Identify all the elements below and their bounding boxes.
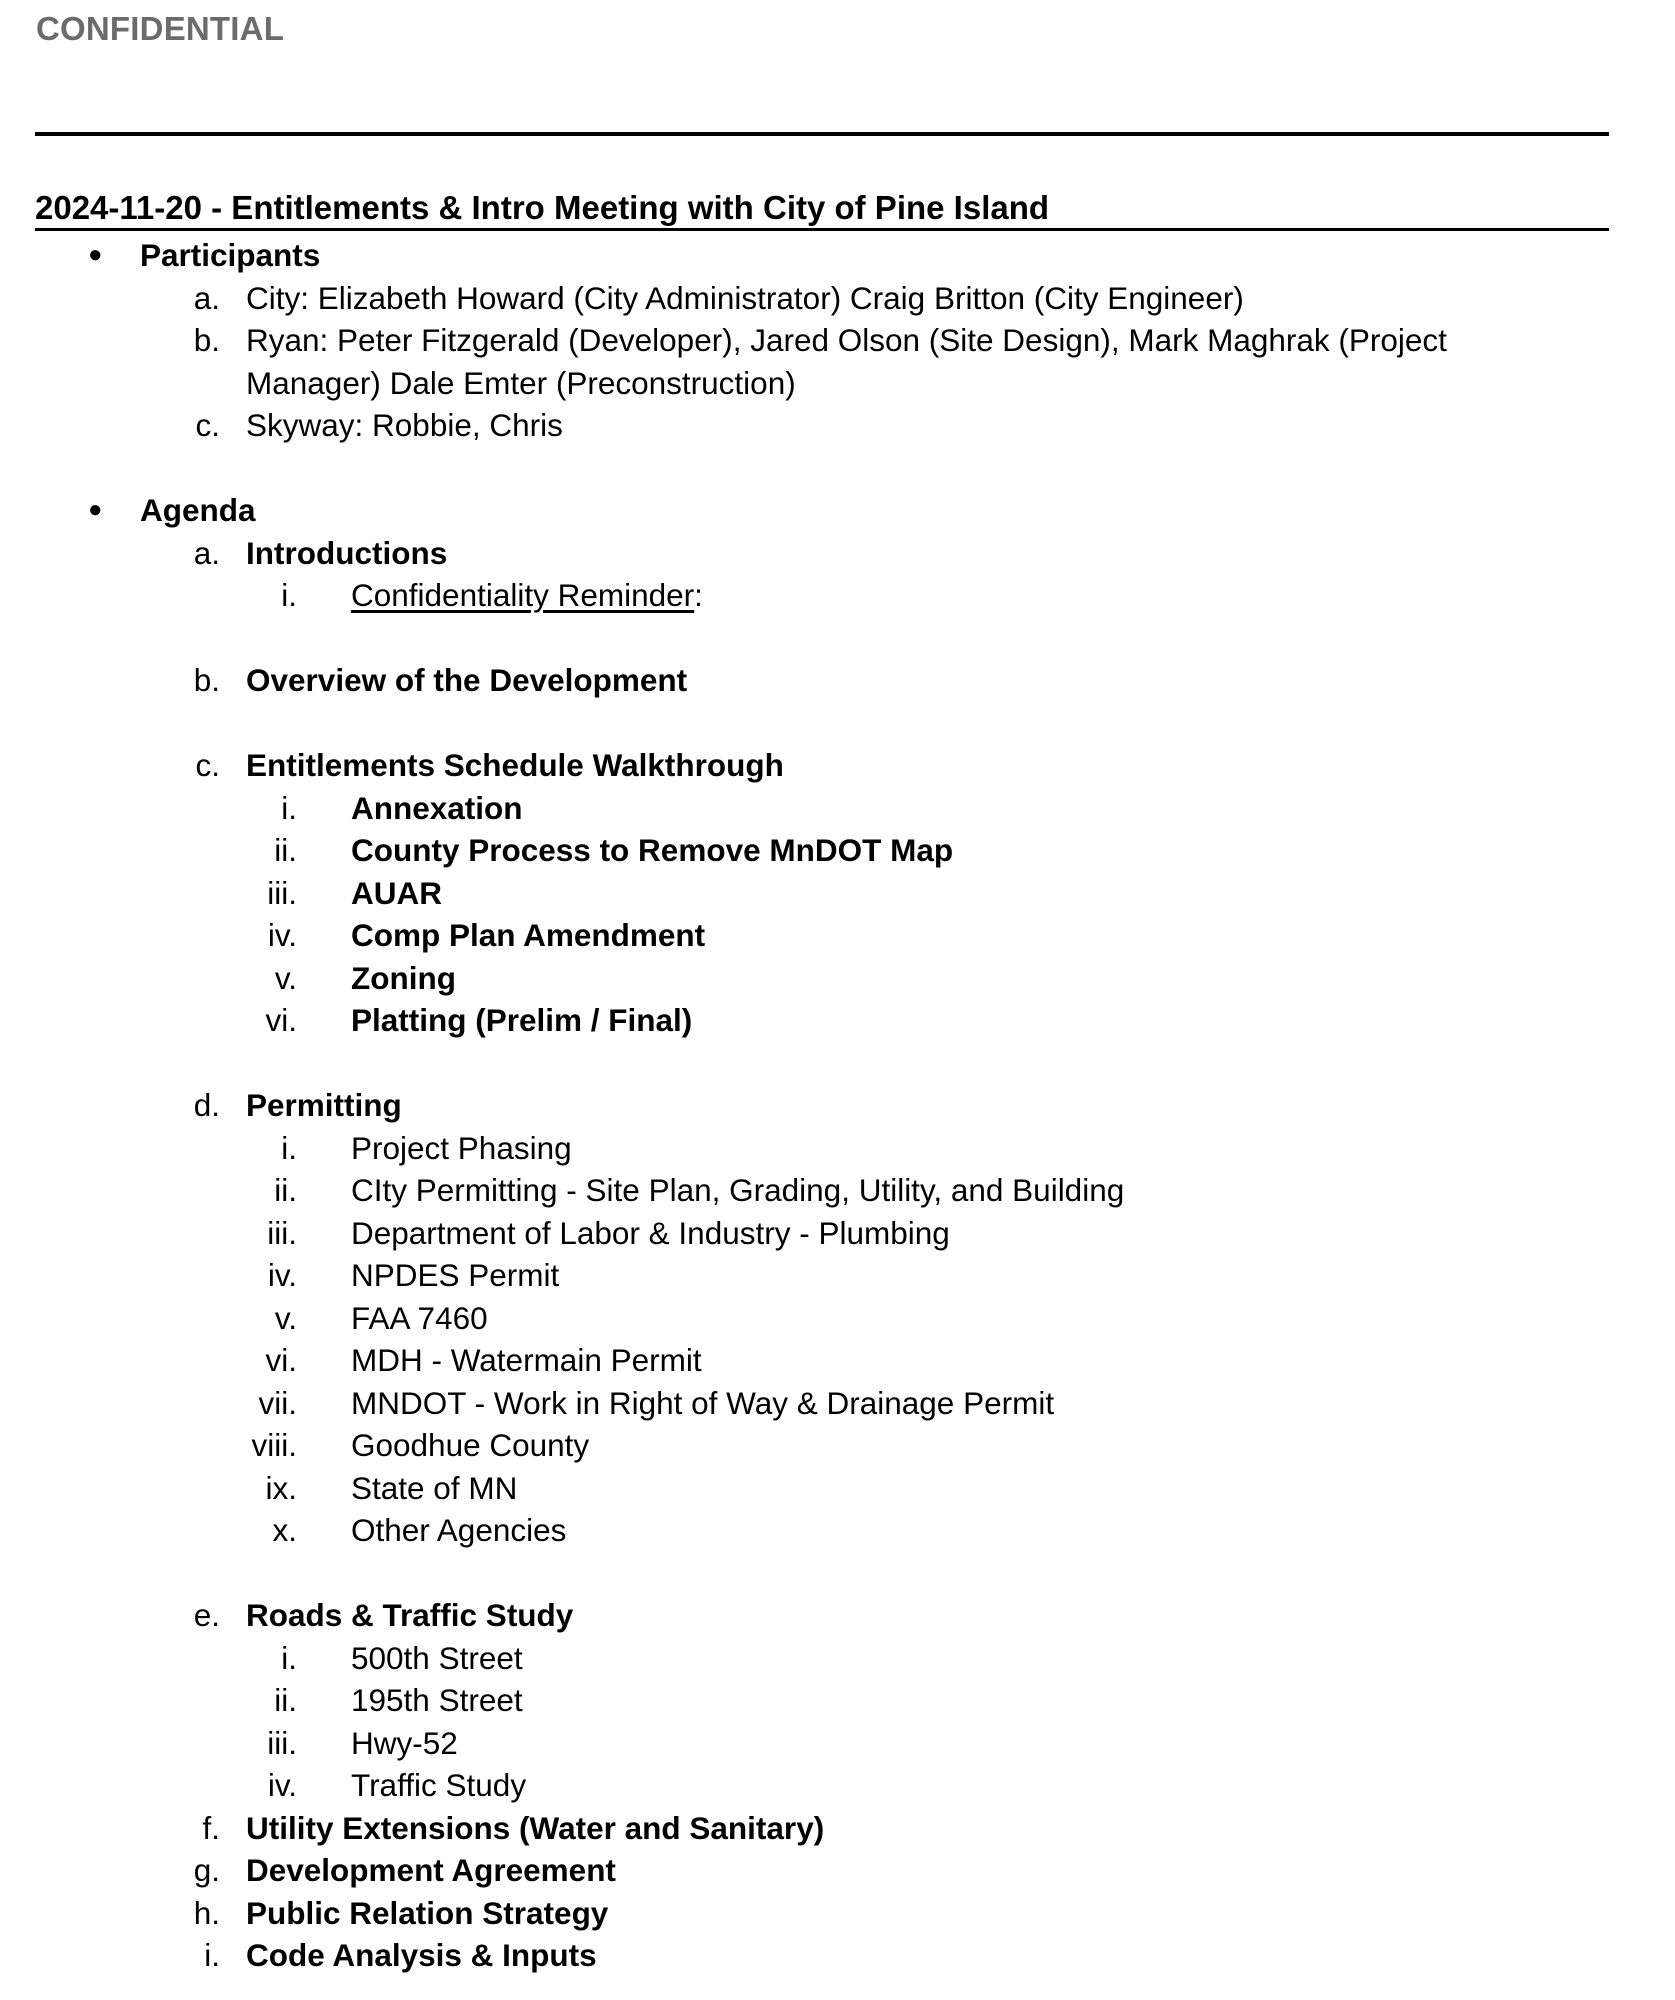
- agenda-section-b-text: Overview of the Development: [246, 662, 688, 698]
- agenda-subitem: [0, 1169, 1675, 1211]
- agenda-section-a: [0, 532, 1675, 574]
- agenda-section-g-text: Development Agreement: [246, 1852, 616, 1888]
- horizontal-rule: [35, 132, 1609, 136]
- agenda-heading: [0, 489, 1675, 531]
- list-marker: iii.: [267, 1724, 297, 1761]
- participant-item-text: Ryan: Peter Fitzgerald (Developer), Jared Olson (Site Design), Mark Maghrak (Project: [246, 322, 1447, 358]
- agenda-subitem-text: [351, 957, 456, 999]
- agenda-section-i: [0, 1934, 1675, 1976]
- agenda-subitem-text: [351, 787, 523, 829]
- agenda-subitem-value: MDH - Watermain Permit: [351, 1342, 702, 1378]
- agenda-subitem-value: Platting (Prelim / Final): [351, 1002, 693, 1038]
- agenda-subitem: [0, 1297, 1675, 1339]
- agenda-subitem-text: [351, 829, 953, 871]
- participants-heading: [0, 234, 1675, 276]
- agenda-subitem: [0, 1127, 1675, 1169]
- list-marker: i.: [281, 1129, 297, 1166]
- list-marker: vi.: [265, 1002, 297, 1038]
- agenda-section-a-text: Introductions: [246, 534, 448, 571]
- list-marker: g.: [193, 1852, 220, 1888]
- agenda-section-f-text: Utility Extensions (Water and Sanitary): [246, 1809, 825, 1846]
- agenda-subitem-text: [351, 1212, 950, 1254]
- agenda-subitem: [0, 1424, 1675, 1466]
- agenda-subitem-text: [351, 914, 705, 956]
- list-marker: a.: [193, 534, 220, 571]
- list-marker: ii.: [274, 832, 297, 868]
- agenda-subitem-value: 500th Street: [351, 1639, 523, 1676]
- list-marker: ix.: [265, 1469, 297, 1506]
- list-marker: iv.: [267, 1767, 297, 1803]
- agenda-subitem-value: Project Phasing: [351, 1129, 572, 1166]
- agenda-subitem: [0, 1637, 1675, 1679]
- agenda-section-e-text: Roads & Traffic Study: [246, 1597, 574, 1633]
- agenda-section-h: [0, 1892, 1675, 1934]
- list-marker: vi.: [265, 1342, 297, 1378]
- agenda-subitem-value: Confidentiality Reminder: [351, 577, 695, 613]
- participant-item: [0, 319, 1675, 361]
- agenda-subitem: [0, 1339, 1675, 1381]
- agenda-subitem-text: [351, 1339, 702, 1381]
- agenda-subitem-text: [351, 1424, 589, 1466]
- agenda-subitem-value: Annexation: [351, 789, 523, 826]
- agenda-subitem-value: Zoning: [351, 959, 456, 996]
- agenda-subitem: [0, 574, 1675, 616]
- agenda-section-b: [0, 659, 1675, 701]
- list-marker: viii.: [251, 1427, 297, 1463]
- agenda-subitem: [0, 957, 1675, 999]
- agenda-subitem-value: Other Agencies: [351, 1512, 567, 1548]
- confidential-label: CONFIDENTIAL: [36, 10, 285, 47]
- agenda-subitem: [0, 1722, 1675, 1764]
- agenda-subitem: [0, 1764, 1675, 1806]
- list-marker: e.: [193, 1597, 220, 1633]
- agenda-subitem-value: Goodhue County: [351, 1427, 590, 1463]
- agenda-section-e: [0, 1594, 1675, 1636]
- agenda-section-d-text: Permitting: [246, 1087, 402, 1123]
- agenda-subitem-value: Hwy-52: [351, 1724, 458, 1761]
- agenda-subitem: [0, 1254, 1675, 1296]
- agenda-subitem-text: [351, 1382, 1054, 1424]
- participant-item-text: Skyway: Robbie, Chris: [246, 407, 563, 443]
- list-marker: v.: [274, 959, 297, 996]
- agenda-subitem-text: [351, 1722, 458, 1764]
- list-marker: b.: [193, 322, 220, 358]
- list-marker: v.: [274, 1299, 297, 1336]
- list-marker: d.: [193, 1087, 220, 1123]
- agenda-heading-label: Agenda: [140, 492, 256, 528]
- list-marker: iv.: [267, 917, 297, 953]
- agenda-subitem-value: State of MN: [351, 1469, 518, 1506]
- participant-item: [0, 277, 1675, 319]
- list-marker: c.: [195, 747, 220, 783]
- list-marker: iv.: [267, 1257, 297, 1293]
- agenda-subitem: [0, 872, 1675, 914]
- agenda-subitem: [0, 914, 1675, 956]
- participant-item: [0, 404, 1675, 446]
- agenda-section-d: [0, 1084, 1675, 1126]
- agenda-subitem-text: [351, 1467, 517, 1509]
- list-marker: iii.: [267, 874, 297, 911]
- agenda-section-c-text: Entitlements Schedule Walkthrough: [246, 747, 784, 783]
- participants-heading-label: Participants: [140, 237, 321, 273]
- participant-item-text: City: Elizabeth Howard (City Administrator) Craig Britton (City Engineer): [246, 279, 1244, 316]
- list-marker: c.: [195, 407, 220, 443]
- list-marker: vii.: [258, 1384, 297, 1421]
- agenda-subitem-value: FAA 7460: [351, 1299, 488, 1336]
- agenda-section-i-text: Code Analysis & Inputs: [246, 1937, 597, 1973]
- list-marker: ii.: [274, 1682, 297, 1718]
- agenda-subitem-text: [351, 1679, 523, 1721]
- agenda-subitem: [0, 999, 1675, 1041]
- agenda-subitem-value: Traffic Study: [351, 1767, 527, 1803]
- agenda-subitem-text: [351, 1127, 572, 1169]
- agenda-subitem-value: AUAR: [351, 874, 442, 911]
- agenda-subitem-value: NPDES Permit: [351, 1257, 560, 1293]
- agenda-subitem: [0, 1509, 1675, 1551]
- agenda-section-h-text: Public Relation Strategy: [246, 1894, 609, 1931]
- agenda-subitem: [0, 787, 1675, 829]
- list-marker: iii.: [267, 1214, 297, 1251]
- agenda-subitem-text: [351, 1509, 566, 1551]
- list-marker: f.: [202, 1809, 220, 1846]
- list-marker: a.: [193, 279, 220, 316]
- agenda-section-f: [0, 1807, 1675, 1849]
- agenda-subitem-value: Department of Labor & Industry - Plumbing: [351, 1214, 950, 1251]
- agenda-section-g: [0, 1849, 1675, 1891]
- agenda-subitem: [0, 829, 1675, 871]
- list-marker: i.: [281, 1639, 297, 1676]
- list-marker: ii.: [274, 1172, 297, 1208]
- agenda-subitem: [0, 1467, 1675, 1509]
- participant-item-continuation-text: Manager) Dale Emter (Preconstruction): [246, 364, 796, 401]
- agenda-subitem-value: Comp Plan Amendment: [351, 917, 706, 953]
- agenda-subitem-value: MNDOT - Work in Right of Way & Drainage Permit: [351, 1384, 1055, 1421]
- agenda-subitem-text: [351, 1297, 488, 1339]
- bullet-icon: ●: [88, 241, 103, 268]
- agenda-subitem-text: [351, 1169, 1124, 1211]
- title-underline: [35, 188, 1609, 231]
- participant-item-continuation: [0, 362, 1675, 404]
- list-marker: i.: [204, 1937, 220, 1973]
- agenda-subitem-text: [351, 1764, 526, 1806]
- list-marker: x.: [272, 1512, 297, 1548]
- agenda-subitem-value: 195th Street: [351, 1682, 523, 1718]
- agenda-subitem-text: [351, 999, 692, 1041]
- agenda-subitem-text: [351, 574, 703, 616]
- list-marker: b.: [193, 662, 220, 698]
- list-marker: h.: [193, 1894, 220, 1931]
- agenda-subitem-value: County Process to Remove MnDOT Map: [351, 832, 954, 868]
- agenda-subitem: [0, 1382, 1675, 1424]
- document-title: 2024-11-20 - Entitlements & Intro Meeting with City of Pine Island: [35, 189, 1050, 226]
- list-marker: i.: [281, 789, 297, 826]
- agenda-section-c: [0, 744, 1675, 786]
- agenda-subitem-suffix: :: [694, 577, 703, 613]
- list-marker: i.: [281, 577, 297, 613]
- agenda-subitem-value: CIty Permitting - Site Plan, Grading, Utility, and Building: [351, 1172, 1125, 1208]
- agenda-subitem-text: [351, 1637, 523, 1679]
- agenda-subitem: [0, 1679, 1675, 1721]
- agenda-subitem-text: [351, 1254, 559, 1296]
- agenda-subitem: [0, 1212, 1675, 1254]
- bullet-icon: ●: [88, 496, 103, 523]
- agenda-subitem-text: [351, 872, 442, 914]
